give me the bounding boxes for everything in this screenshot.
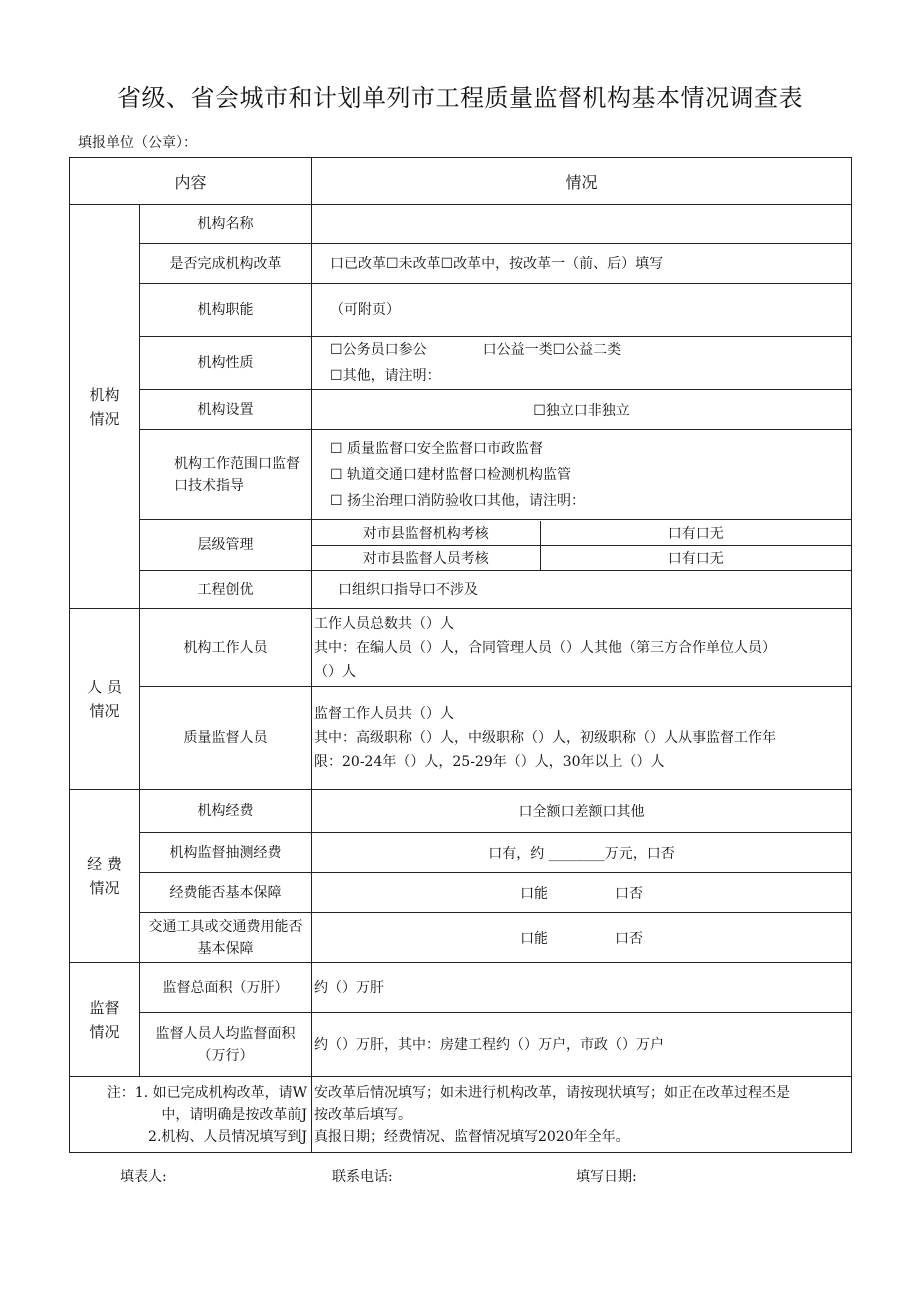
header-content: 内容 [70,158,312,205]
transport-yes[interactable]: 口能 [520,930,549,947]
guarantee-options[interactable] [312,873,852,913]
scope-line-2: ☐ 轨道交通口建材监督口检测机构监管 [330,466,572,483]
setup-label: 机构设置 [140,390,312,430]
nature-options[interactable] [312,337,852,390]
reform-label: 是否完成机构改革 [140,244,312,284]
quality-staff-label: 质量监督人员 [140,687,312,790]
footer-phone: 联系电话: [332,1169,393,1185]
scope-line-3: ☐ 扬尘治理口消防验收口其他，请注明： [330,492,586,509]
survey-table [69,157,852,1153]
scope-line-1: ☐ 质量监督口安全监督口市政监督 [330,440,544,457]
header-situation: 情况 [312,158,852,205]
notes-left [70,1077,312,1153]
total-area-value[interactable]: 约（）万肝 [312,963,852,1013]
footer-date: 填写日期: [576,1169,637,1185]
guarantee-yes[interactable]: 口能 [520,885,549,902]
total-area-label: 监督总面积（万肝） [140,963,312,1013]
nature-line-2: ☐其他，请注明： [330,368,441,384]
note-left-2: 中，请明确是按改革前J [161,1106,308,1123]
reform-options[interactable]: 口已改革☐未改革☐改革中，按改革一（前、后）填写 [312,244,852,284]
nature-label: 机构性质 [140,337,312,390]
test-funds-label: 机构监督抽测经费 [140,833,312,873]
section-funds [70,790,140,963]
note-right-1: 安改革后情况填写；如未进行机构改革，请按现状填写；如正在改革过程丕是 [314,1084,791,1101]
org-funds-options[interactable]: 口全额口差额口其他 [312,790,852,833]
org-name-label: 机构名称 [140,205,312,244]
section-staff-label: 人 员 情况 [87,678,122,720]
excellence-options[interactable]: 口组织口指导口不涉及 [312,571,852,609]
excellence-label: 工程创优 [140,571,312,609]
nature-line-1: ☐公务员口参公 口公益一类☐公益二类 [330,342,622,358]
transport-options[interactable] [312,913,852,963]
section-supervision-label: 监督 情况 [89,998,120,1041]
section-funds-label: 经 费 情况 [87,855,122,897]
note-right-2: 按改革后填写。 [314,1106,413,1123]
guarantee-label: 经费能否基本保障 [140,873,312,913]
transport-no[interactable]: 口否 [614,930,643,947]
hierarchy-value-1[interactable]: 口有口无 [540,521,851,546]
test-funds-options[interactable]: 口有，约 ________万元，口否 [312,833,852,873]
hierarchy-cell [312,520,852,571]
section-org-label: 机构 情况 [89,385,120,428]
hierarchy-item-2: 对市县监督人员考核 [312,545,540,570]
staff-total-label: 机构工作人员 [140,609,312,687]
section-org [70,205,140,609]
note-right-3: 真报日期；经费情况、监督情况填写2020年全年。 [314,1128,630,1145]
note-left-3: 2.机构、人员情况填写到J [148,1128,308,1145]
quality-staff-line-2: 其中：高级职称（）人，中级职称（）人，初级职称（）人从事监督工作年 [314,730,777,746]
hierarchy-subtable [312,521,851,570]
staff-total-line-3: （）人 [314,663,357,680]
org-name-value[interactable] [312,205,852,244]
staff-total-value[interactable] [312,609,852,687]
per-area-value[interactable]: 约（）万肝，其中：房建工程约（）万户，市政（）万户 [312,1013,852,1077]
quality-staff-line-1: 监督工作人员共（）人 [314,706,455,722]
quality-staff-value[interactable] [312,687,852,790]
staff-total-line-1: 工作人员总数共（）人 [314,615,455,632]
scope-label: 机构工作范围口监督口技术指导 [140,430,312,520]
hierarchy-value-2[interactable]: 口有口无 [667,550,724,567]
per-area-label: 监督人员人均监督面积（万行） [140,1013,312,1077]
scope-options[interactable] [312,430,852,520]
hierarchy-label: 层级管理 [140,520,312,571]
notes-right [312,1077,852,1153]
note-left-1: 注：1. 如已完成机构改革，请W [106,1084,308,1101]
hierarchy-item-1: 对市县监督机构考核 [312,521,540,546]
guarantee-no[interactable]: 口否 [614,885,643,902]
section-staff [70,609,140,790]
staff-total-line-2: 其中：在编人员（）人，合同管理人员（）人其他（第三方合作单位人员） [314,639,777,656]
function-label: 机构职能 [140,284,312,337]
org-funds-label: 机构经费 [140,790,312,833]
page-title: 省级、省会城市和计划单列市工程质量监督机构基本情况调查表 [117,84,803,112]
transport-label: 交通工具或交通费用能否基本保障 [140,913,312,963]
footer-filler: 填表人: [120,1169,167,1185]
reporting-unit-label: 填报单位（公章）： [78,135,197,151]
section-supervision [70,963,140,1077]
setup-options[interactable]: ☐独立口非独立 [312,390,852,430]
function-value[interactable]: （可附页） [312,284,852,337]
quality-staff-line-3: 限：20-24年（）人，25-29年（）人，30年以上（）人 [314,754,665,770]
